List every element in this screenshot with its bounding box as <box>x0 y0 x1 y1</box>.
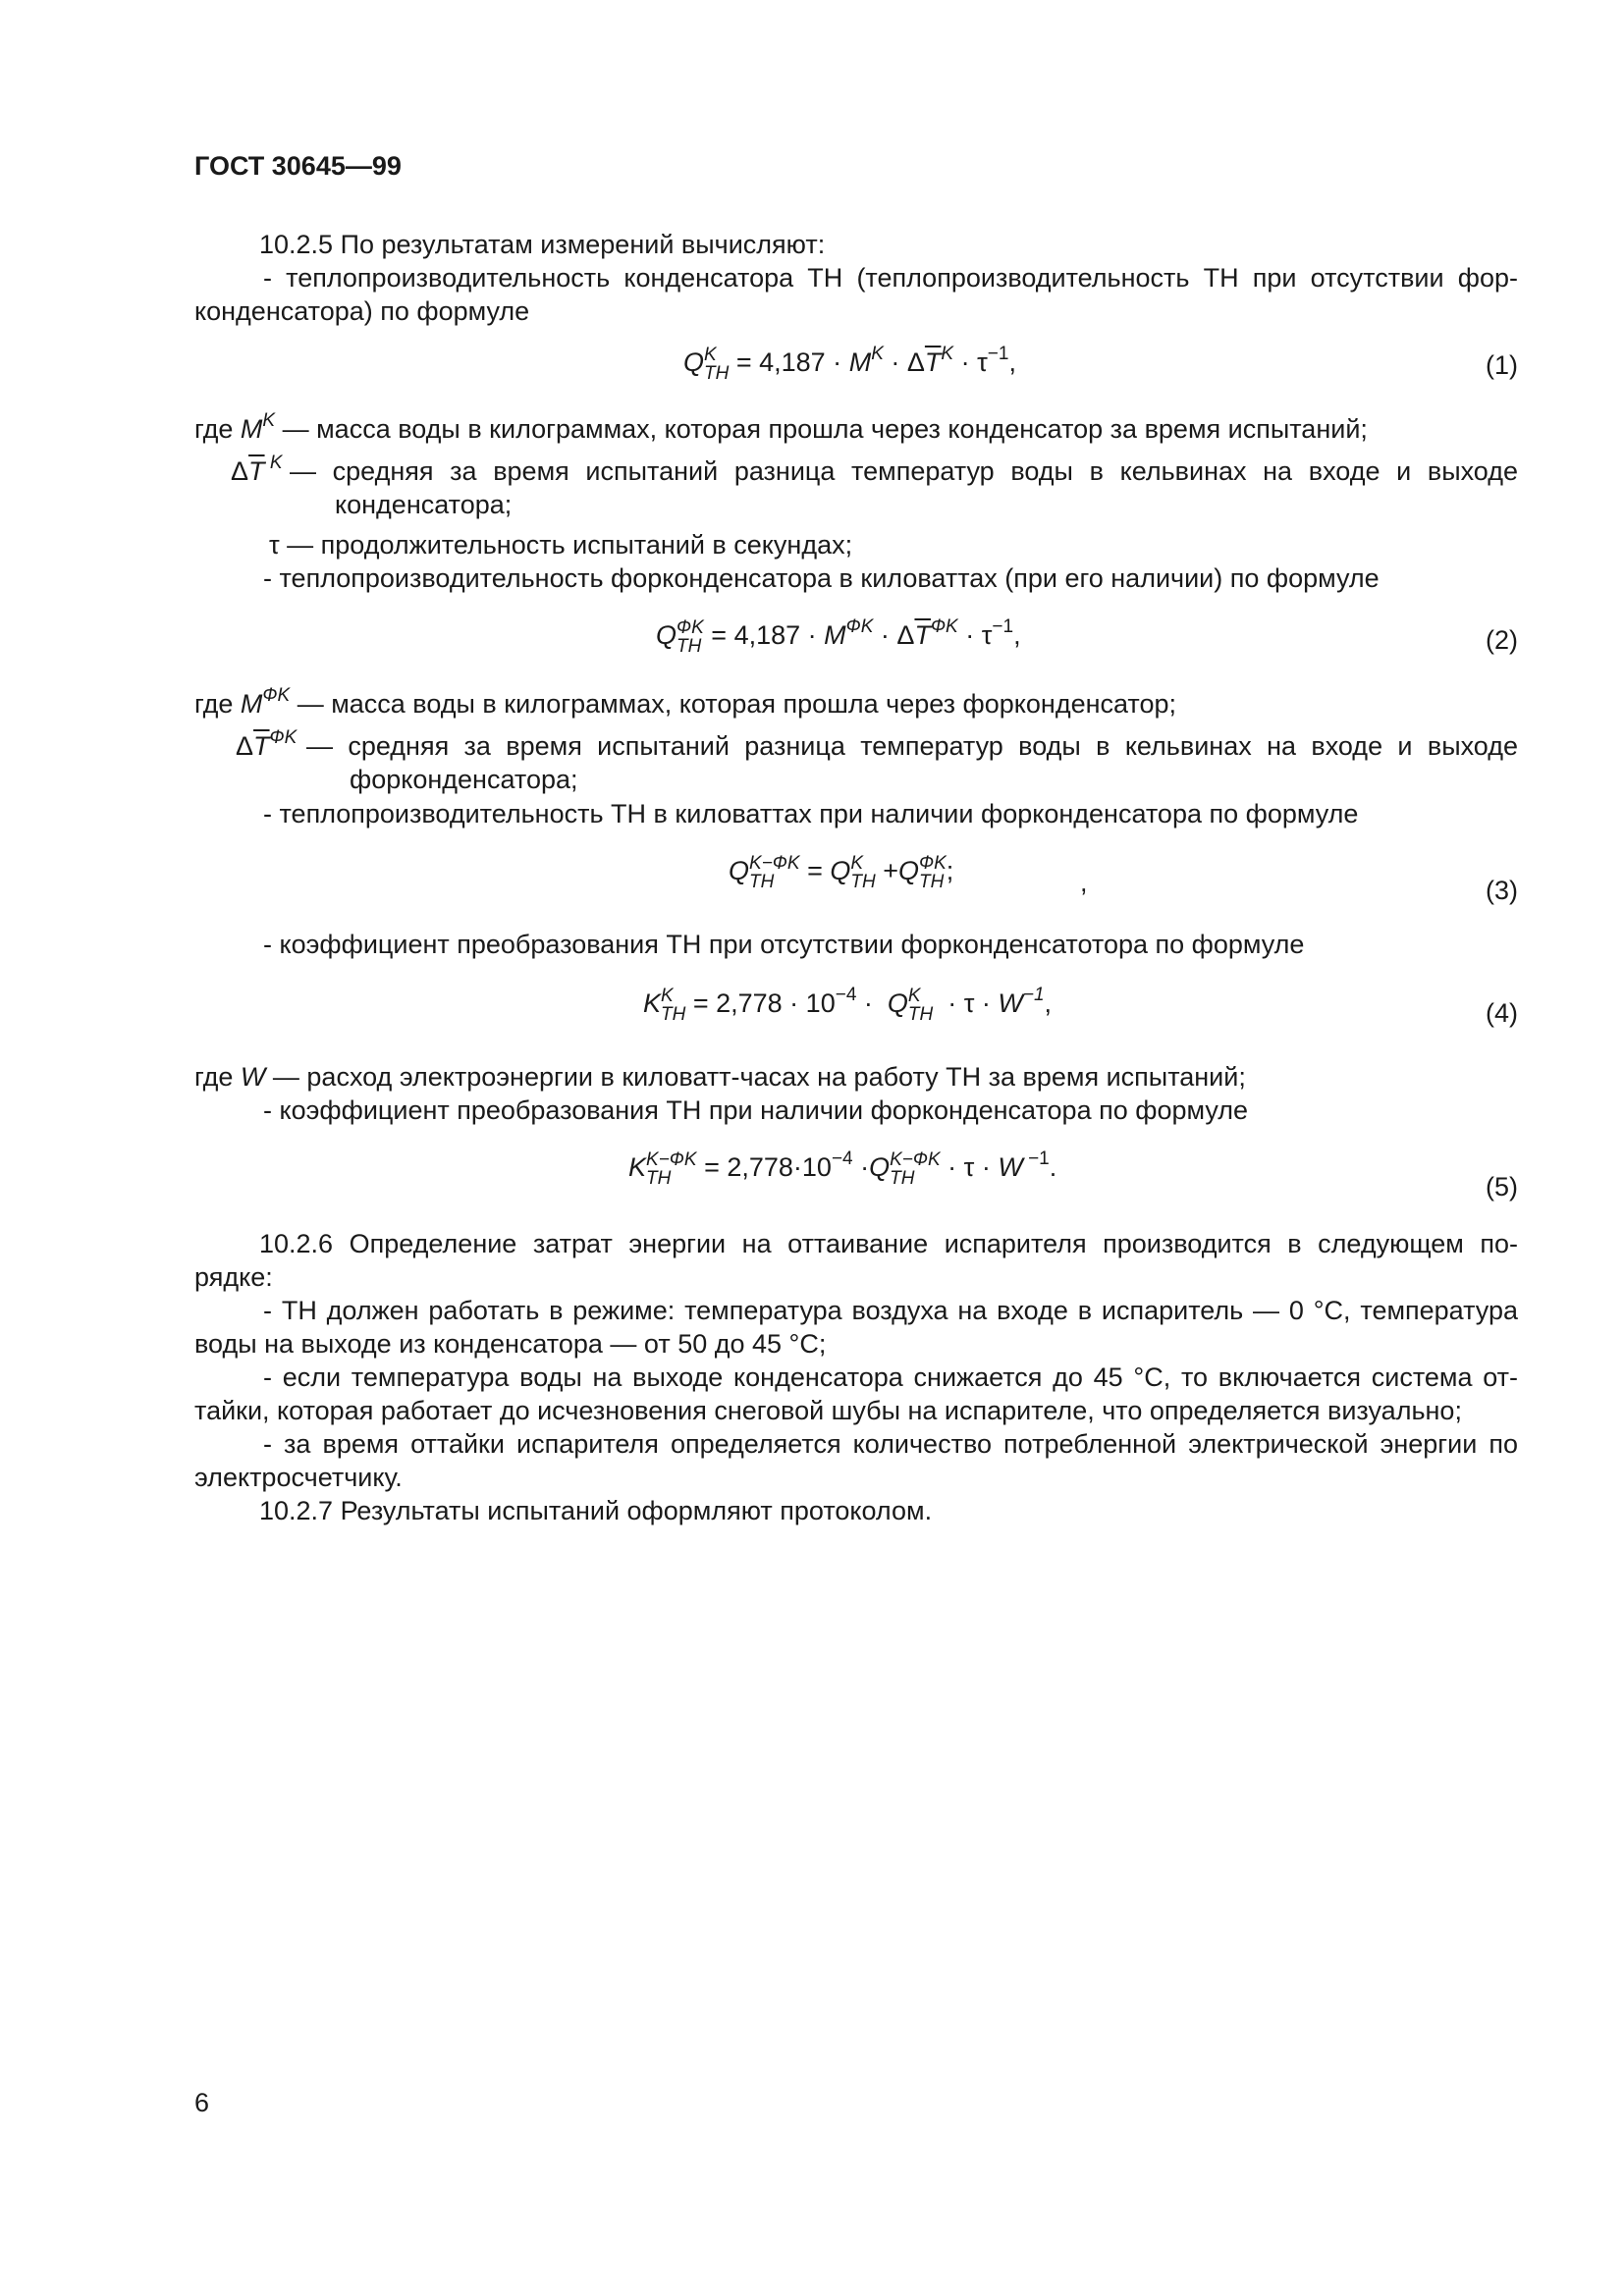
mode-line1: - ТН должен работать в режиме: температура воздуха на входе в испаритель — 0 °С, температура <box>263 1296 1518 1325</box>
formula-3-comma: , <box>1080 868 1088 897</box>
defrost-system-line2: тайки, которая работает до исчезновения снеговой шубы на испарителе, что определяется визуально; <box>194 1396 1462 1425</box>
where-tau: τ — продолжительность испытаний в секундах; <box>269 530 853 560</box>
formula-2-number: (2) <box>1486 625 1518 655</box>
where-mk: где $M^K$ — масса воды в килограммах, которая прошла через конденсатор за время испытаний; <box>194 410 1368 444</box>
th-output-with-fk: - теплопроизводительность ТН в киловаттах при наличии форконденсатора по формуле <box>263 799 1359 828</box>
page-number: 6 <box>194 2088 210 2117</box>
where-mfk: где $M^{ФK}$ — масса воды в килограммах, которая прошла через форконденсатор; <box>194 685 1177 719</box>
meter-line2: электросчетчику. <box>194 1463 403 1492</box>
mode-line2: воды на выходе из конденсатора — от 50 до 45 °С; <box>194 1329 827 1359</box>
formula-4: K K TH = $2,778 \cdot 10^{-4} \cdot Q$ K TH · $\tau \cdot W^{-1}$, <box>643 985 1053 1025</box>
coefficient-with-fk: - коэффициент преобразования ТН при наличии форконденсатора по формуле <box>263 1095 1249 1125</box>
formula-1-number: (1) <box>1486 350 1518 380</box>
formula-2: Q ФK TH = $4,187 \cdot M^{ФK} \cdot \Delta\overline{T}^{ФK} \cdot \tau^{-1}$, <box>656 616 1021 657</box>
formula-5: K K−ФK TH = $2,778\cdot 10^{-4} \cdot Q$ K−ФK TH · τ · W $^{-1}$. <box>628 1148 1057 1189</box>
forecondenser-output: - теплопроизводительность форконденсатора в киловаттах (при его наличии) по формуле <box>263 563 1380 593</box>
where-dtfk: $\Delta\overline{T}^{ФK}$ — средняя за время испытаний разница температур воды в кельвинах на входе и выходе <box>236 727 1518 761</box>
formula-3-number: (3) <box>1486 876 1518 905</box>
formula-3: Q K−ФK TH = Q K TH +Q ФK TH ; <box>729 853 954 892</box>
where-w: где W — расход электроэнергии в киловатт-часах на работу ТН за время испытаний; <box>194 1062 1246 1092</box>
formula-4-number: (4) <box>1486 998 1518 1028</box>
where-dtfk-line2: форконденсатора; <box>350 765 578 794</box>
meter-line1: - за время оттайки испарителя определяется количество потребленной электрической энергии по <box>263 1429 1518 1459</box>
condenser-output-line1: - теплопроизводительность конденсатора ТН (теплопроизводительность ТН при отсутствии фор- <box>263 263 1518 293</box>
document-header: ГОСТ 30645—99 <box>194 151 402 181</box>
clause-10-2-6-line1: 10.2.6 Определение затрат энергии на оттаивание испарителя производится в следующем по- <box>259 1229 1518 1258</box>
formula-1: Q K TH = $4,187 \cdot M^K \cdot \Delta\overline{T}^K \cdot \tau^{-1}$, <box>683 344 1016 384</box>
clause-10-2-6-line2: рядке: <box>194 1262 273 1292</box>
clause-10-2-7: 10.2.7 Результаты испытаний оформляют протоколом. <box>259 1496 933 1525</box>
clause-10-2-5-title: 10.2.5 По результатам измерений вычисляют: <box>259 230 826 259</box>
defrost-system-line1: - если температура воды на выходе конденсатора снижается до 45 °С, то включается система от- <box>263 1362 1518 1392</box>
formula-5-number: (5) <box>1486 1172 1518 1201</box>
where-dt: $\Delta\overline{T}$ $^K$ — средняя за время испытаний разница температур воды в кельвинах на входе и выходе <box>231 453 1518 486</box>
coefficient-without-fk: - коэффициент преобразования ТН при отсутствии форконденсатотора по формуле <box>263 930 1305 959</box>
condenser-output-line2: конденсатора) по формуле <box>194 296 530 326</box>
where-dt-line2: конденсатора; <box>335 490 513 519</box>
